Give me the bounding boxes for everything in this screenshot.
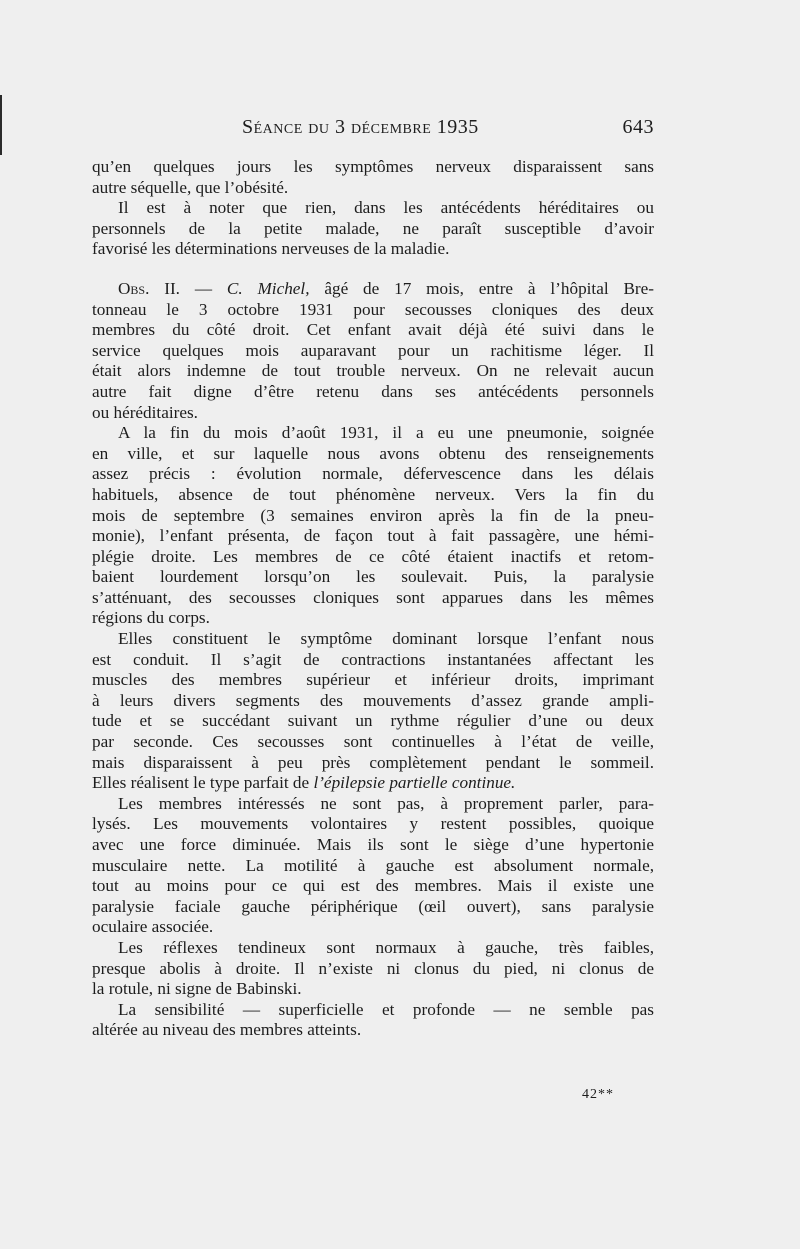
- page-binding-edge: [0, 95, 2, 155]
- text-fragment: Elles réalisent le type parfait de: [92, 773, 314, 793]
- text-line: Elles constituent le symptôme dominant lorsque l’enfant nous: [118, 629, 654, 649]
- text-line: par seconde. Ces secousses sont continuelles à l’état de veille,: [92, 732, 654, 752]
- text-line: Les membres intéressés ne sont pas, à proprement parler, para-: [118, 793, 654, 813]
- text-line: habituels, absence de tout phénomène nerveux. Vers la fin du: [92, 484, 654, 504]
- text-line: Les réflexes tendineux sont normaux à gauche, très faibles,: [118, 937, 654, 957]
- text-line: est conduit. Il s’agit de contractions instantanées affectant les: [92, 649, 654, 669]
- observation-dash: —: [179, 278, 227, 298]
- text-line: [92, 773, 654, 794]
- text-line: autre séquelle, que l’obésité.: [92, 177, 289, 197]
- text-line: La sensibilité — superficielle et profonde — ne semble pas: [118, 999, 654, 1019]
- text-line: autre fait digne d’être retenu dans ses antécédents personnels: [92, 381, 654, 401]
- text-line: avec une force diminuée. Mais ils sont le siège d’une hypertonie: [92, 835, 654, 854]
- text-line: à leurs divers segments des mouvements d’assez grande ampli-: [92, 690, 654, 710]
- header-title-day: 3: [335, 116, 346, 138]
- article-body: [92, 157, 654, 1041]
- text-line: la rotule, ni signe de Babinski.: [92, 979, 302, 999]
- text-line: service quelques mois auparavant pour un rachitisme léger. Il: [92, 340, 654, 360]
- text-line: ou héréditaires.: [92, 402, 198, 422]
- header-title-year: 1935: [436, 116, 479, 138]
- text-line: mais disparaissent à peu près complètement pendant le sommeil.: [92, 752, 654, 772]
- text-line: qu’en quelques jours les symptômes nerveux disparaissent sans: [92, 157, 654, 176]
- text-line: presque abolis à droite. Il n’existe ni clonus du pied, ni clonus de: [92, 958, 654, 978]
- page-number: 643: [622, 116, 654, 138]
- text-line: tout au moins pour ce qui est des membres. Mais il existe une: [92, 876, 654, 896]
- text-line: en ville, et sur laquelle nous avons obtenu des renseignements: [92, 443, 654, 463]
- text-line: Il est à noter que rien, dans les antécédents héréditaires ou: [118, 198, 654, 218]
- emphasis-term: l’épilepsie partielle continue.: [313, 773, 516, 793]
- header-title-prefix: Séance du: [242, 116, 330, 138]
- running-header: [92, 116, 654, 140]
- section-gap: [92, 260, 654, 279]
- signature-mark: 42**: [582, 1087, 614, 1102]
- text-line: musculaire nette. La motilité à gauche est absolument normale,: [92, 855, 654, 875]
- text-line: A la fin du mois d’août 1931, il a eu une pneumonie, soignée: [118, 423, 654, 443]
- observation-heading-line: [92, 279, 654, 300]
- text-line: assez précis : évolution normale, défervescence dans les délais: [92, 464, 654, 484]
- text-line: muscles des membres supérieur et inférieur droits, imprimant: [92, 670, 654, 690]
- text-line: baient lourdement lorsqu’on les soulevait. Puis, la paralysie: [92, 567, 654, 587]
- header-title: [242, 116, 479, 139]
- text-line: altérée au niveau des membres atteints.: [92, 1020, 362, 1040]
- text-line: s’atténuant, des secousses cloniques sont apparues dans les mêmes: [92, 587, 654, 607]
- text-line: mois de septembre (3 semaines environ après la fin de la pneu-: [92, 505, 654, 525]
- text-line: était alors indemne de tout trouble nerveux. On ne relevait aucun: [92, 361, 654, 381]
- text-line: paralysie faciale gauche périphérique (œil ouvert), sans paralysie: [92, 896, 654, 916]
- text-line: membres du côté droit. Cet enfant avait déjà été suivi dans le: [92, 320, 654, 340]
- observation-label: Obs. II.: [118, 278, 180, 298]
- observation-first-line: âgé de 17 mois, entre à l’hôpital Bre-: [309, 278, 654, 298]
- text-line: lysés. Les mouvements volontaires y restent possibles, quoique: [92, 814, 654, 834]
- text-line: tude et se succédant suivant un rythme régulier d’une ou deux: [92, 711, 654, 731]
- text-line: oculaire associée.: [92, 917, 214, 937]
- text-line: monie), l’enfant présenta, de façon tout à fait passagère, une hémi-: [92, 526, 654, 546]
- text-line: régions du corps.: [92, 608, 210, 628]
- text-line: personnels de la petite malade, ne paraît susceptible d’avoir: [92, 218, 654, 238]
- header-title-month: décembre: [351, 116, 432, 138]
- text-line: favorisé les déterminations nerveuses de la maladie.: [92, 239, 450, 259]
- text-line: tonneau le 3 octobre 1931 pour secousses cloniques des deux: [92, 299, 654, 319]
- text-line: plégie droite. Les membres de ce côté étaient inactifs et retom-: [92, 546, 654, 566]
- patient-name: C. Michel,: [226, 278, 310, 298]
